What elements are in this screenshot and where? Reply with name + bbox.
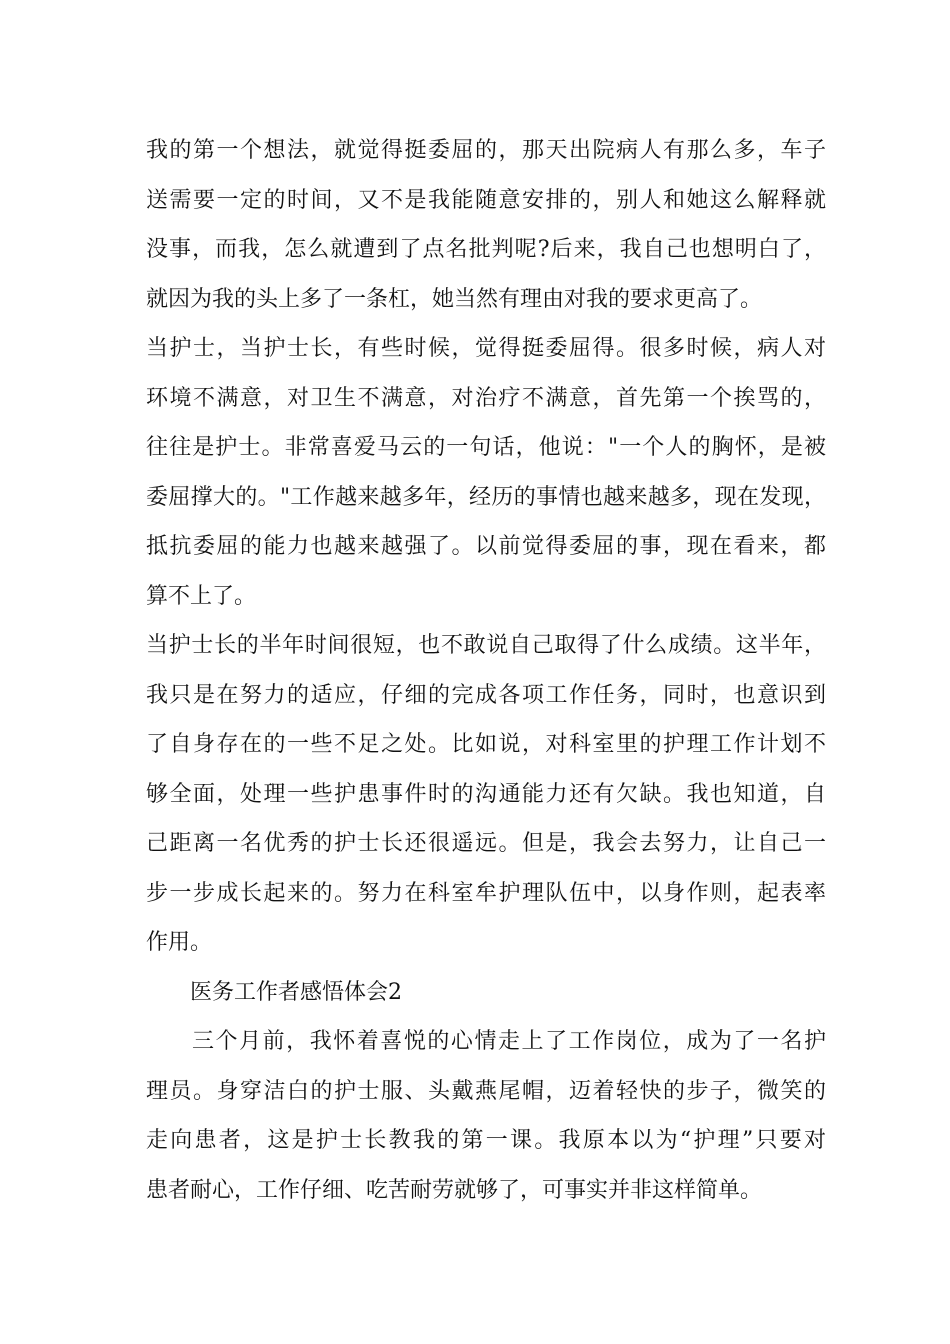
text-line: 我的第一个想法，就觉得挺委屈的，那天出院病人有那么多，车子 — [146, 138, 826, 163]
text-line: 就因为我的头上多了一条杠，她当然有理由对我的要求更高了。 — [146, 286, 763, 312]
text-line: 走向患者，这是护士长教我的第一课。我原本以为“护理”只要对 — [146, 1128, 826, 1153]
text-line: 了自身存在的一些不足之处。比如说，对科室里的护理工作计划不 — [146, 732, 826, 757]
paragraph-3 — [146, 621, 826, 968]
text-line: 委屈撑大的。"工作越来越多年，经历的事情也越来越多，现在发现， — [146, 484, 826, 510]
text-line: 当护士，当护士长，有些时候，觉得挺委屈得。很多时候，病人对 — [146, 336, 826, 361]
text-line: 患者耐心，工作仔细、吃苦耐劳就够了，可事实并非这样简单。 — [146, 1177, 763, 1203]
text-line: 作用。 — [146, 930, 213, 955]
text-line: 送需要一定的时间，又不是我能随意安排的，别人和她这么解释就 — [146, 187, 826, 213]
text-line: 环境不满意，对卫生不满意，对治疗不满意，首先第一个挨骂的， — [146, 385, 826, 411]
section-heading: 医务工作者感悟体会2 — [190, 979, 402, 1005]
text-line: 己距离一名优秀的护士长还很遥远。但是，我会去努力，让自己一 — [146, 831, 826, 856]
text-line: 往往是护士。非常喜爱马云的一句话，他说："一个人的胸怀，是被 — [146, 435, 826, 460]
text-line: 三个月前，我怀着喜悦的心情走上了工作岗位，成为了一名护 — [192, 1029, 826, 1054]
document-body — [146, 126, 826, 1215]
text-line: 步一步成长起来的。努力在科室牟护理队伍中，以身作则，起表率 — [146, 880, 826, 906]
text-line: 我只是在努力的适应，仔细的完成各项工作任务，同时，也意识到 — [146, 682, 826, 708]
text-line: 够全面，处理一些护患事件时的沟通能力还有欠缺。我也知道，自 — [146, 781, 826, 807]
paragraph-1 — [146, 126, 826, 324]
paragraph-4 — [146, 1017, 826, 1215]
text-line: 抵抗委屈的能力也越来越强了。以前觉得委屈的事，现在看来，都 — [146, 534, 826, 559]
text-line: 理员。身穿洁白的护士服、头戴燕尾帽，迈着轻快的步子，微笑的 — [146, 1078, 826, 1104]
text-line: 没事，而我，怎么就遭到了点名批判呢?后来，我自己也想明白了， — [146, 237, 826, 262]
paragraph-2 — [146, 324, 826, 621]
text-line: 当护士长的半年时间很短，也不敢说自己取得了什么成绩。这半年， — [146, 633, 826, 658]
text-line: 算不上了。 — [146, 583, 257, 609]
